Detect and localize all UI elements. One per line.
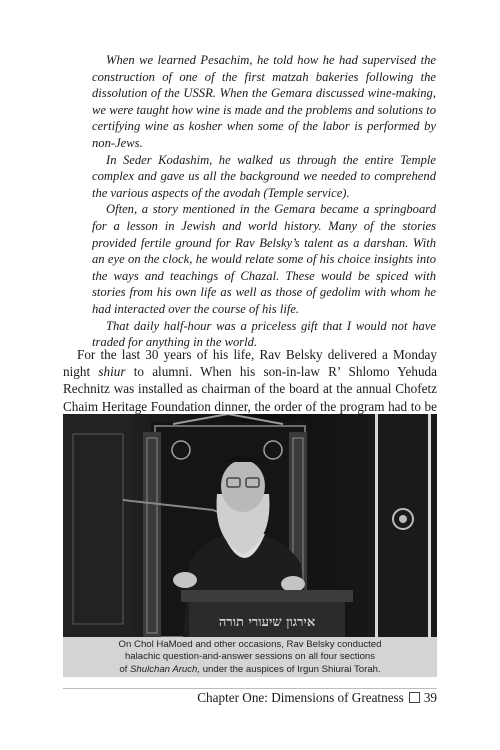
photo-rav-belsky-lectern <box>63 414 437 637</box>
footer-rule <box>63 688 437 689</box>
body-text-part-2: to alumni. When his son-in-law R’ Shlomo Yehuda Rechnitz was installed as chairman of the board at the annual Chofetz Chaim Heritage Foundation dinner, the order of the program had to be <box>63 364 437 414</box>
caption-line-2: halachic question-and-answer sessions on all four sections <box>124 651 376 663</box>
caption-line-1: On Chol HaMoed and other occasions, Rav Belsky conducted <box>118 639 382 650</box>
chapter-title: Chapter One: Dimensions of Greatness <box>197 690 404 705</box>
quote-paragraph-3: Often, a story mentioned in the Gemara became a springboard for a lesson in Jewish and world history. Many of the stories provided fertile ground for Rav Belsky’s talent as a darshan. With an eye on the clock, he would relate some of his choice insights into the ways and teachings of Chazal. These would be spiced with stories from his own life as well as those of gedolim with whom he had interacted over the course of his life. <box>92 202 436 316</box>
caption-italic-shulchan-aruch: Shulchan Aruch, <box>130 663 201 675</box>
quote-paragraph-1: When we learned Pesachim, he told how he had supervised the construction of one of the first matzah bakeries following the dissolution of the USSR. When the Gemara discussed wine-making, we were taught how wine is made and the problems and solutions to certifying wine as kosher when some of the labor is performed by non-Jews. <box>92 53 436 150</box>
page-footer <box>197 690 437 706</box>
lectern-hebrew-text: אירגון שיעורי תורה <box>218 615 316 630</box>
body-text-part-1: For the last 30 years of his life, Rav Belsky delivered a Monday night <box>63 347 437 380</box>
separator-box-icon <box>409 692 420 703</box>
quote-paragraph-2: In Seder Kodashim, he walked us through the entire Temple complex and gave us all the background we needed to comprehend the various aspects of the avodah (Temple service). <box>92 152 436 200</box>
body-text-italic-shiur: shiur <box>98 364 126 380</box>
page-number: 39 <box>423 690 437 705</box>
quote-paragraph-4: That daily half-hour was a priceless gift that I would not have traded for anything in the world. <box>92 318 436 350</box>
caption-line-3-end: under the auspices of Irgun Shiurai Torah. <box>200 663 381 675</box>
caption-line-3-start: of <box>119 663 130 675</box>
block-quote <box>92 52 436 351</box>
caption-line-3 <box>63 664 437 676</box>
photo-caption <box>63 637 437 677</box>
